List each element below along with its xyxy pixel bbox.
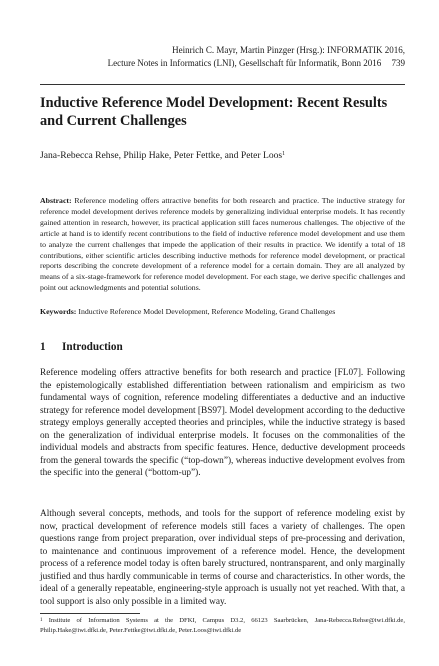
footnote bbox=[40, 616, 405, 635]
page-number: 739 bbox=[391, 57, 405, 68]
author-list bbox=[40, 150, 405, 162]
abstract bbox=[40, 196, 405, 294]
header-series-line: Lecture Notes in Informatics (LNI), Gesellschaft für Informatik, Bonn 2016 bbox=[107, 57, 382, 68]
keywords bbox=[40, 307, 405, 318]
footnote-text: Institute of Information Systems at the DFKI, Campus D3.2, 66123 Saarbrücken, Jana-Rebecca.Rehse@iwi.dfki.de, Philip.Hake@iwi.dfki.de, Peter.Fettke@iwi.dfki.de, Peter.Loos@iwi.dfki.de bbox=[40, 617, 405, 634]
footnote-marker: 1 bbox=[40, 618, 43, 623]
intro-paragraph-1: Reference modeling offers attractive benefits for both research and practice [FL07]. Following the epistemologically established differentiation between rationalism and empiricism as two fundamental ways of cognition, reference modeling differentiates a deductive and an inductive strategy for reference model development [BS97]. Model development according to the deductive strategy employs generally accepted theories and principles, while the inductive strategy is based on the generalization of individual enterprise models. It focuses on the commonalities of the individual models and abstracts from specific features. Hence, deductive development proceeds from the general towards the specific (“top-down”), whereas inductive development evolves from the specific into the general (“bottom-up”). bbox=[40, 368, 405, 479]
section-heading-introduction bbox=[40, 340, 405, 354]
author-footnote-marker: 1 bbox=[282, 151, 286, 157]
intro-paragraph-2: Although several concepts, methods, and tools for the support of reference modeling exist by now, practical development of reference models still faces a variety of challenges. The open questions range from project preparation, over individual steps of pre-processing and derivation, to maintenance and continuous improvement of a reference model. Hence, the development process of a reference model today is often barely structured, nontransparent, and only marginally justified and thus hardly communicable in terms of course and characteristics. In other words, the ideal of a generally repeatable, engineering-style approach is usually not yet reached. With that, a tool support is also only possible in a limited way. bbox=[40, 509, 405, 607]
running-header bbox=[40, 44, 405, 69]
keywords-text: Inductive Reference Model Development, Reference Modeling, Grand Challenges bbox=[78, 307, 336, 316]
footnote-rule bbox=[40, 613, 140, 614]
header-editors-line: Heinrich C. Mayr, Martin Pinzger (Hrsg.): INFORMATIK 2016, bbox=[172, 45, 405, 55]
section-title: Introduction bbox=[62, 341, 123, 353]
section-number: 1 bbox=[40, 341, 46, 353]
header-rule bbox=[40, 84, 405, 85]
authors-text: Jana-Rebecca Rehse, Philip Hake, Peter Fettke, and Peter Loos bbox=[40, 150, 283, 161]
paper-title: Inductive Reference Model Development: Recent Results and Current Challenges bbox=[40, 95, 388, 129]
keywords-label: Keywords: bbox=[40, 307, 77, 316]
abstract-text: Reference modeling offers attractive benefits for both research and practice. The inductive strategy for reference model development derives reference models by generalizing individual enterprise models. It has recently gained attention in research, however, its practical application still faces numerous challenges. The objective of the article at hand is to identify recent contributions to the field of inductive reference model development and use them to analyze the current challenges that impede the application of their results in practice. We identify a total of 18 contributions, either scientific articles describing inductive methods for reference model development, or practical reports describing the concrete development of a reference model for a certain domain. They are all analyzed by means of a six-stage-framework for reference model development. For each stage, we derive specific challenges and point out acknowledgments and potential solutions. bbox=[40, 196, 405, 293]
abstract-label: Abstract: bbox=[40, 196, 72, 205]
